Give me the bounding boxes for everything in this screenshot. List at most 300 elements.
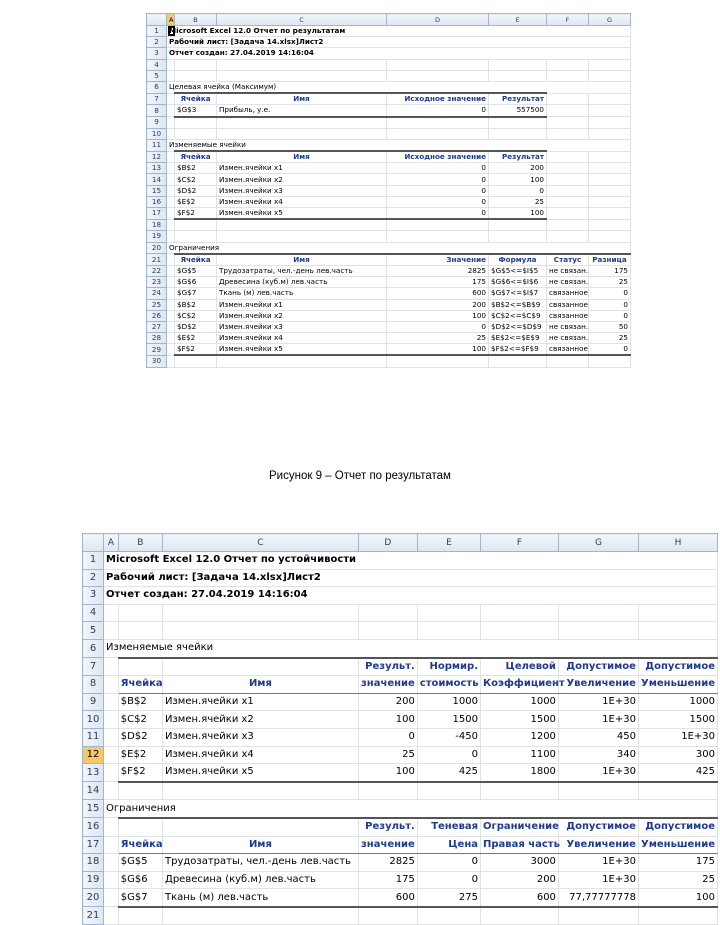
empty-cell	[167, 128, 175, 139]
row-header[interactable]: 9	[147, 117, 167, 129]
cell-name: Измен.ячейки x1	[163, 693, 359, 711]
slack: 0	[589, 344, 631, 356]
cell-ref: $C$2	[175, 310, 217, 321]
sheet-row	[147, 321, 631, 332]
empty-cell	[104, 604, 119, 622]
cell-ref: $C$2	[175, 174, 217, 185]
sheet-row	[147, 163, 631, 174]
sheet-row	[83, 764, 718, 782]
row-header[interactable]: 12	[147, 151, 167, 163]
empty-cell	[387, 355, 489, 367]
initial-value: 0	[387, 196, 489, 207]
value: 100	[387, 344, 489, 356]
row-header[interactable]: 3	[147, 48, 167, 59]
row-header[interactable]: 10	[147, 128, 167, 139]
table-header	[118, 818, 162, 836]
sheet-row	[83, 587, 718, 605]
row-header[interactable]: 28	[147, 333, 167, 344]
empty-cell	[104, 676, 119, 694]
empty-cell	[358, 622, 417, 640]
cell-name: Трудозатраты, чел.-день лев.часть	[217, 265, 387, 276]
row-header[interactable]: 20	[83, 889, 104, 907]
row-header[interactable]: 29	[147, 344, 167, 356]
empty-cell	[638, 782, 717, 800]
empty-cell	[589, 151, 631, 163]
result-value: 557500	[489, 105, 547, 117]
empty-cell	[163, 782, 359, 800]
empty-cell	[104, 658, 119, 676]
sheet-row	[147, 242, 631, 254]
results-report-sheet	[146, 13, 631, 368]
row-header[interactable]: 17	[147, 208, 167, 220]
sheet-row	[83, 676, 718, 694]
column-header[interactable]: D	[387, 14, 489, 26]
cell-ref: $B$2	[175, 163, 217, 174]
empty-cell	[175, 59, 217, 70]
row-header[interactable]: 13	[147, 163, 167, 174]
select-all-corner[interactable]	[147, 14, 167, 26]
sheet-row	[147, 288, 631, 299]
reduced-cost: 1500	[417, 711, 480, 729]
empty-cell	[481, 604, 559, 622]
empty-cell	[558, 907, 638, 925]
worksheet-name: Рабочий лист: [Задача 14.xlsx]Лист2	[104, 569, 718, 587]
empty-cell	[589, 128, 631, 139]
table-header: Имя	[217, 151, 387, 163]
row-header[interactable]: 1	[83, 552, 104, 570]
table-header: Ячейка	[175, 93, 217, 105]
final-value: 2825	[358, 854, 417, 872]
sheet-row	[83, 782, 718, 800]
formula: $F$2<=$F$9	[489, 344, 547, 356]
objective-coefficient: 1000	[481, 693, 559, 711]
empty-cell	[547, 219, 589, 231]
table-header: Результ.	[358, 818, 417, 836]
sheet-row	[83, 639, 718, 657]
empty-cell	[489, 117, 547, 129]
formula: $G$7<=$I$7	[489, 288, 547, 299]
empty-cell	[589, 219, 631, 231]
table-header: Уменьшение	[638, 836, 717, 854]
result-value: 0	[489, 185, 547, 196]
column-header-row	[83, 534, 718, 552]
table-header: Ячейка	[175, 151, 217, 163]
row-header[interactable]: 2	[83, 569, 104, 587]
table-header: Результат	[489, 93, 547, 105]
objective-coefficient: 1800	[481, 764, 559, 782]
slack: 175	[589, 265, 631, 276]
row-header[interactable]: 20	[147, 242, 167, 254]
sheet-row	[147, 277, 631, 288]
row-header[interactable]: 30	[147, 355, 167, 367]
sheet-row	[147, 196, 631, 207]
row-header[interactable]: 24	[147, 288, 167, 299]
report-title: Microsoft Excel 12.0 Отчет по устойчивости	[104, 552, 718, 570]
column-header[interactable]: D	[358, 534, 417, 552]
row-header[interactable]: 14	[83, 782, 104, 800]
row-header[interactable]: 8	[83, 676, 104, 694]
column-header[interactable]: B	[118, 534, 162, 552]
column-header[interactable]: A	[104, 534, 119, 552]
cell-ref: $E$2	[175, 196, 217, 207]
row-header[interactable]: 14	[147, 174, 167, 185]
empty-cell	[489, 355, 547, 367]
status: не связан.	[547, 277, 589, 288]
cell-name: Трудозатраты, чел.-день лев.часть	[163, 854, 359, 872]
empty-cell	[589, 105, 631, 117]
active-cell-cursor	[168, 26, 175, 36]
empty-cell	[547, 196, 589, 207]
empty-cell	[104, 836, 119, 854]
allowable-decrease: 425	[638, 764, 717, 782]
row-header[interactable]: 27	[147, 321, 167, 332]
result-value: 100	[489, 174, 547, 185]
allowable-increase: 1E+30	[558, 711, 638, 729]
cell-ref: $G$3	[175, 105, 217, 117]
sheet-row	[147, 70, 631, 81]
row-header[interactable]: 4	[83, 604, 104, 622]
row-header[interactable]: 21	[83, 907, 104, 925]
table-header: Увеличение	[558, 676, 638, 694]
empty-cell	[167, 59, 175, 70]
sheet-row	[147, 355, 631, 367]
empty-cell	[387, 128, 489, 139]
empty-cell	[481, 907, 559, 925]
row-header[interactable]: 25	[147, 299, 167, 310]
formula: $C$2<=$C$9	[489, 310, 547, 321]
table-header: Исходное значение	[387, 93, 489, 105]
status: связанное	[547, 344, 589, 356]
row-header[interactable]: 10	[83, 711, 104, 729]
empty-cell	[489, 70, 547, 81]
empty-cell	[589, 70, 631, 81]
section-title: Ограничения	[167, 242, 631, 254]
cell-name: Древесина (куб.м) лев.часть	[217, 277, 387, 288]
cell-ref: $G$6	[118, 871, 162, 889]
sheet-row	[147, 344, 631, 356]
allowable-decrease: 1500	[638, 711, 717, 729]
row-header[interactable]: 19	[147, 231, 167, 242]
formula: $B$2<=$B$9	[489, 299, 547, 310]
row-header[interactable]: 13	[83, 764, 104, 782]
empty-cell	[167, 299, 175, 310]
empty-cell	[589, 117, 631, 129]
final-value: 175	[358, 871, 417, 889]
empty-cell	[167, 105, 175, 117]
report-created: Отчет создан: 27.04.2019 14:16:04	[167, 48, 631, 59]
column-header[interactable]: G	[589, 14, 631, 26]
row-header[interactable]: 12	[83, 746, 104, 764]
empty-cell	[547, 93, 589, 105]
final-value: 200	[358, 693, 417, 711]
row-header[interactable]: 11	[147, 139, 167, 151]
cell-name: Измен.ячейки x4	[217, 333, 387, 344]
reduced-cost: 0	[417, 746, 480, 764]
column-header[interactable]: A	[167, 14, 175, 26]
empty-cell	[558, 622, 638, 640]
constraint-rhs: 3000	[481, 854, 559, 872]
empty-cell	[167, 117, 175, 129]
empty-cell	[547, 163, 589, 174]
cell-name: Измен.ячейки x3	[217, 185, 387, 196]
sheet-row	[147, 151, 631, 163]
cell-ref: $G$5	[175, 265, 217, 276]
allowable-increase: 77,77777778	[558, 889, 638, 907]
row-header[interactable]: 5	[83, 622, 104, 640]
row-header[interactable]: 11	[83, 728, 104, 746]
empty-cell	[167, 208, 175, 220]
shadow-price: 0	[417, 854, 480, 872]
cell-ref: $E$2	[175, 333, 217, 344]
empty-cell	[638, 622, 717, 640]
cell-ref: $C$2	[118, 711, 162, 729]
column-header[interactable]: B	[175, 14, 217, 26]
empty-cell	[163, 907, 359, 925]
empty-cell	[417, 907, 480, 925]
formula: $G$5<=$I$5	[489, 265, 547, 276]
empty-cell	[163, 604, 359, 622]
value: 600	[387, 288, 489, 299]
empty-cell	[167, 196, 175, 207]
row-header[interactable]: 6	[147, 81, 167, 93]
empty-cell	[167, 70, 175, 81]
table-header: Коэффициент	[481, 676, 559, 694]
empty-cell	[547, 151, 589, 163]
cell-name: Измен.ячейки x4	[163, 746, 359, 764]
allowable-decrease: 300	[638, 746, 717, 764]
sheet-row	[83, 622, 718, 640]
empty-cell	[638, 604, 717, 622]
cell-name: Ткань (м) лев.часть	[163, 889, 359, 907]
slack: 25	[589, 333, 631, 344]
row-header[interactable]: 5	[147, 70, 167, 81]
slack: 25	[589, 277, 631, 288]
sheet-row	[83, 658, 718, 676]
table-header: Теневая	[417, 818, 480, 836]
empty-cell	[104, 746, 119, 764]
empty-cell	[589, 196, 631, 207]
sheet-row	[147, 231, 631, 242]
sheet-row	[147, 265, 631, 276]
row-header[interactable]: 3	[83, 587, 104, 605]
empty-cell	[118, 782, 162, 800]
cell-ref: $G$7	[175, 288, 217, 299]
row-header[interactable]: 23	[147, 277, 167, 288]
value: 200	[387, 299, 489, 310]
empty-cell	[167, 231, 175, 242]
status: не связан.	[547, 321, 589, 332]
empty-cell	[489, 219, 547, 231]
sensitivity-report-sheet	[82, 533, 718, 925]
empty-cell	[104, 854, 119, 872]
select-all-corner[interactable]	[83, 534, 104, 552]
empty-cell	[167, 265, 175, 276]
cell-ref: $F$2	[175, 208, 217, 220]
column-header[interactable]: F	[481, 534, 559, 552]
row-header[interactable]: 21	[147, 254, 167, 266]
empty-cell	[167, 288, 175, 299]
sheet-row	[83, 604, 718, 622]
empty-cell	[547, 128, 589, 139]
sheet-row	[147, 310, 631, 321]
table-header: Нормир.	[417, 658, 480, 676]
empty-cell	[217, 355, 387, 367]
table-header	[163, 818, 359, 836]
empty-cell	[417, 782, 480, 800]
final-value: 100	[358, 764, 417, 782]
allowable-increase: 340	[558, 746, 638, 764]
sheet-row	[83, 746, 718, 764]
row-header[interactable]: 22	[147, 265, 167, 276]
table-header: Имя	[163, 676, 359, 694]
allowable-increase: 1E+30	[558, 693, 638, 711]
empty-cell	[589, 59, 631, 70]
row-header[interactable]: 4	[147, 59, 167, 70]
sheet-row	[147, 185, 631, 196]
empty-cell	[589, 174, 631, 185]
empty-cell	[118, 622, 162, 640]
allowable-decrease: 175	[638, 854, 717, 872]
column-header[interactable]: H	[638, 534, 717, 552]
row-header[interactable]: 16	[83, 818, 104, 836]
sheet-row	[147, 139, 631, 151]
empty-cell	[589, 163, 631, 174]
empty-cell	[589, 208, 631, 220]
table-header: Результ.	[358, 658, 417, 676]
section-title: Изменяемые ячейки	[104, 639, 718, 657]
empty-cell	[175, 70, 217, 81]
table-header: Допустимое	[558, 818, 638, 836]
empty-cell	[175, 128, 217, 139]
sheet-row	[147, 254, 631, 266]
cell-name: Измен.ячейки x4	[217, 196, 387, 207]
row-header[interactable]: 26	[147, 310, 167, 321]
empty-cell	[547, 59, 589, 70]
empty-cell	[589, 355, 631, 367]
row-header[interactable]: 19	[83, 871, 104, 889]
cell-name: Древесина (куб.м) лев.часть	[163, 871, 359, 889]
row-header[interactable]: 17	[83, 836, 104, 854]
constraint-rhs: 200	[481, 871, 559, 889]
initial-value: 0	[387, 163, 489, 174]
row-header[interactable]: 7	[147, 93, 167, 105]
table-header	[118, 658, 162, 676]
empty-cell	[481, 622, 559, 640]
empty-cell	[104, 728, 119, 746]
row-header[interactable]: 8	[147, 105, 167, 117]
constraint-rhs: 600	[481, 889, 559, 907]
row-header[interactable]: 18	[147, 219, 167, 231]
sheet-row	[147, 37, 631, 48]
section-title: Целевая ячейка (Максимум)	[167, 81, 631, 93]
row-header[interactable]: 15	[83, 800, 104, 818]
table-header: Ограничение	[481, 818, 559, 836]
empty-cell	[589, 93, 631, 105]
cell-ref: $G$7	[118, 889, 162, 907]
sheet-row	[83, 800, 718, 818]
empty-cell	[358, 604, 417, 622]
row-header[interactable]: 1	[147, 26, 167, 37]
value: 25	[387, 333, 489, 344]
allowable-decrease: 1E+30	[638, 728, 717, 746]
column-header[interactable]: C	[217, 14, 387, 26]
empty-cell	[387, 70, 489, 81]
status: не связан.	[547, 265, 589, 276]
empty-cell	[104, 818, 119, 836]
column-header[interactable]: E	[417, 534, 480, 552]
figure-caption: Рисунок 9 – Отчет по результатам	[269, 470, 451, 482]
empty-cell	[167, 151, 175, 163]
row-header[interactable]: 15	[147, 185, 167, 196]
row-header[interactable]: 6	[83, 639, 104, 657]
empty-cell	[489, 231, 547, 242]
cell-ref: $E$2	[118, 746, 162, 764]
empty-cell	[387, 231, 489, 242]
empty-cell	[175, 355, 217, 367]
cell-name: Измен.ячейки x1	[217, 163, 387, 174]
empty-cell	[589, 231, 631, 242]
empty-cell	[489, 128, 547, 139]
allowable-increase: 450	[558, 728, 638, 746]
empty-cell	[387, 219, 489, 231]
sheet-row	[147, 105, 631, 117]
row-header[interactable]: 7	[83, 658, 104, 676]
column-header[interactable]: F	[547, 14, 589, 26]
empty-cell	[547, 117, 589, 129]
sheet-row	[83, 552, 718, 570]
cell-name: Ткань (м) лев.часть	[217, 288, 387, 299]
cell-name: Измен.ячейки x3	[163, 728, 359, 746]
sheet-row	[83, 569, 718, 587]
empty-cell	[167, 219, 175, 231]
sheet-row	[147, 48, 631, 59]
formula: $E$2<=$E$9	[489, 333, 547, 344]
empty-cell	[217, 219, 387, 231]
status: связанное	[547, 310, 589, 321]
empty-cell	[167, 254, 175, 266]
row-header[interactable]: 16	[147, 196, 167, 207]
value: 2825	[387, 265, 489, 276]
sheet-row	[83, 889, 718, 907]
empty-cell	[558, 604, 638, 622]
empty-cell	[387, 59, 489, 70]
column-header[interactable]: G	[558, 534, 638, 552]
empty-cell	[358, 782, 417, 800]
sheet-row	[147, 93, 631, 105]
empty-cell	[217, 59, 387, 70]
row-header[interactable]: 9	[83, 693, 104, 711]
column-header[interactable]: C	[163, 534, 359, 552]
value: 100	[387, 310, 489, 321]
empty-cell	[167, 93, 175, 105]
final-value: 600	[358, 889, 417, 907]
empty-cell	[547, 174, 589, 185]
table-header: Допустимое	[558, 658, 638, 676]
row-header[interactable]: 18	[83, 854, 104, 872]
cell-name: Измен.ячейки x2	[217, 174, 387, 185]
sheet-row	[147, 333, 631, 344]
empty-cell	[217, 70, 387, 81]
sheet-row	[83, 854, 718, 872]
table-header: Имя	[217, 93, 387, 105]
empty-cell	[547, 208, 589, 220]
cell-ref: $G$5	[118, 854, 162, 872]
empty-cell	[104, 622, 119, 640]
row-header[interactable]: 2	[147, 37, 167, 48]
column-header[interactable]: E	[489, 14, 547, 26]
cell-name: Измен.ячейки x5	[163, 764, 359, 782]
cell-name: Измен.ячейки x5	[217, 344, 387, 356]
